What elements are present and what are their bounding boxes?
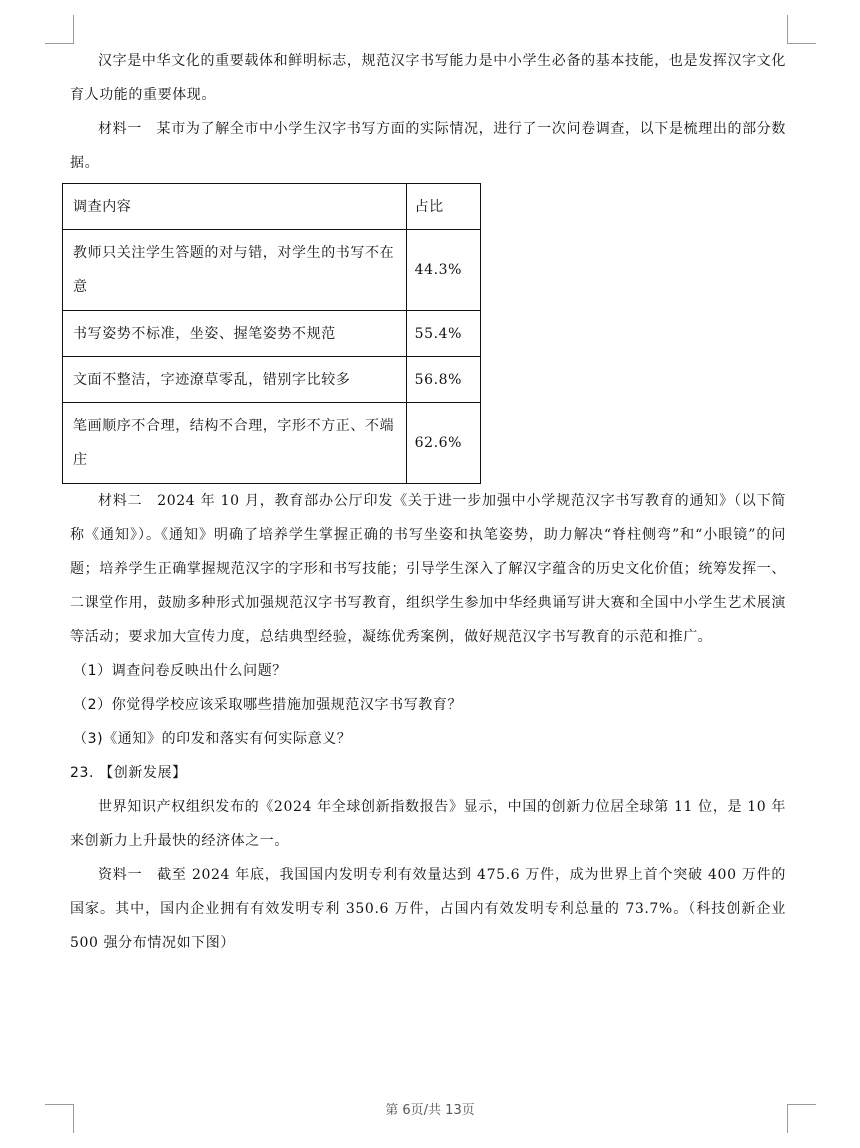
table-header-ratio: 占比 — [406, 184, 480, 230]
survey-table — [62, 183, 481, 484]
table-cell-ratio: 62.6% — [406, 403, 480, 484]
crop-mark-top-left — [45, 15, 74, 44]
table-row — [63, 311, 481, 357]
table-cell-content: 教师只关注学生答题的对与错，对学生的书写不在意 — [63, 230, 407, 311]
table-cell-ratio: 44.3% — [406, 230, 480, 311]
table-cell-content: 文面不整洁，字迹潦草零乱，错别字比较多 — [63, 357, 407, 403]
page-content — [70, 44, 786, 960]
table-cell-ratio: 56.8% — [406, 357, 480, 403]
table-row — [63, 357, 481, 403]
section-23-intro: 世界知识产权组织发布的《2024 年全球创新指数报告》显示，中国的创新力位居全球第 11 位，是 10 年来创新力上升最快的经济体之一。 — [70, 799, 786, 849]
intro-paragraph: 汉字是中华文化的重要载体和鲜明标志，规范汉字书写能力是中小学生必备的基本技能，也是发挥汉字文化育人功能的重要体现。 — [70, 53, 786, 103]
table-row — [63, 230, 481, 311]
question-3: （3)《通知》的印发和落实有何实际意义？ — [73, 731, 352, 747]
table-cell-content: 书写姿势不标准，坐姿、握笔姿势不规范 — [63, 311, 407, 357]
page-number-footer: 第 6页/共 13页 — [385, 1103, 475, 1118]
material-two-paragraph: 材料二 2024 年 10 月，教育部办公厅印发《关于进一步加强中小学规范汉字书写教育的通知》（以下简称《通知》）。《通知》明确了培养学生掌握正确的书写坐姿和执笔姿势，助力解决“脊柱侧弯”和“小眼镜”的问题；培养学生正确掌握规范汉字的字形和书写技能；引导学生深入了解汉字蕴含的历史文化价值；统筹发挥一、二课堂作用，鼓励多种形式加强规范汉字书写教育，组织学生参加中华经典诵写讲大赛和全国中小学生艺术展演等活动；要求加大宣传力度，总结典型经验，凝练优秀案例，做好规范汉字书写教育的示范和推广。 — [70, 493, 786, 645]
section-23-title: 23. 【创新发展】 — [70, 765, 187, 781]
crop-mark-top-right — [787, 15, 816, 44]
table-row — [63, 403, 481, 484]
table-header-content: 调查内容 — [63, 184, 407, 230]
table-cell-ratio: 55.4% — [406, 311, 480, 357]
table-header-row — [63, 184, 481, 230]
section-23-material-one: 资料一 截至 2024 年底，我国国内发明专利有效量达到 475.6 万件，成为世界上首个突破 400 万件的国家。其中，国内企业拥有有效发明专利 350.6 万件，占国内有效发明专利总量的 73.7%。（科技创新企业 500 强分布情况如下图） — [70, 867, 786, 951]
table-cell-content: 笔画顺序不合理，结构不合理，字形不方正、不端庄 — [63, 403, 407, 484]
question-2: （2）你觉得学校应该采取哪些措施加强规范汉字书写教育？ — [73, 697, 463, 713]
question-1: （1）调查问卷反映出什么问题？ — [73, 663, 287, 679]
material-one-paragraph: 材料一 某市为了解全市中小学生汉字书写方面的实际情况，进行了一次问卷调查，以下是梳理出的部分数据。 — [70, 121, 786, 171]
